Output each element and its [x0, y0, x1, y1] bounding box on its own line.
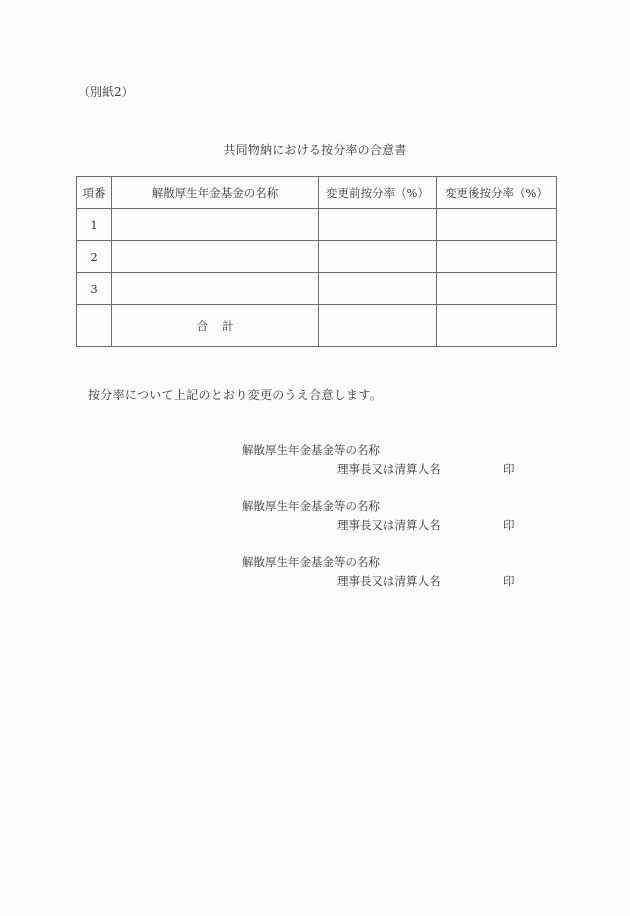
cell-item-no: 2	[77, 241, 112, 273]
cell-fund-name	[112, 209, 319, 241]
table-total-row	[77, 305, 557, 347]
cell-ratio-after	[437, 209, 557, 241]
allocation-ratio-table	[76, 176, 557, 347]
signature-representative-label: 理事長又は清算人名	[337, 462, 441, 476]
cell-total-item-no	[77, 305, 112, 347]
signature-representative-label: 理事長又は清算人名	[337, 574, 441, 588]
seal-mark: 印	[503, 462, 515, 476]
cell-fund-name	[112, 273, 319, 305]
header-item-no: 項番	[77, 177, 112, 209]
cell-item-no: 1	[77, 209, 112, 241]
cell-ratio-before	[319, 241, 437, 273]
cell-total-label: 合計	[112, 305, 319, 347]
agreement-statement: 按分率について上記のとおり変更のうえ合意します。	[88, 388, 383, 402]
document-title: 共同物納における按分率の合意書	[223, 143, 407, 157]
cell-total-ratio-before	[319, 305, 437, 347]
cell-ratio-after	[437, 241, 557, 273]
cell-fund-name	[112, 241, 319, 273]
seal-mark: 印	[503, 518, 515, 532]
signature-fund-label: 解散厚生年金基金等の名称	[242, 555, 380, 569]
header-ratio-after: 変更後按分率（%）	[437, 177, 557, 209]
cell-ratio-before	[319, 273, 437, 305]
cell-ratio-after	[437, 273, 557, 305]
cell-ratio-before	[319, 209, 437, 241]
header-fund-name: 解散厚生年金基金の名称	[112, 177, 319, 209]
table-row	[77, 209, 557, 241]
table-row	[77, 273, 557, 305]
cell-total-ratio-after	[437, 305, 557, 347]
attachment-label: （別紙2）	[78, 85, 134, 99]
table-header-row	[77, 177, 557, 209]
cell-item-no: 3	[77, 273, 112, 305]
signature-representative-label: 理事長又は清算人名	[337, 518, 441, 532]
seal-mark: 印	[503, 574, 515, 588]
signature-fund-label: 解散厚生年金基金等の名称	[242, 443, 380, 457]
table-row	[77, 241, 557, 273]
header-ratio-before: 変更前按分率（%）	[319, 177, 437, 209]
signature-fund-label: 解散厚生年金基金等の名称	[242, 499, 380, 513]
